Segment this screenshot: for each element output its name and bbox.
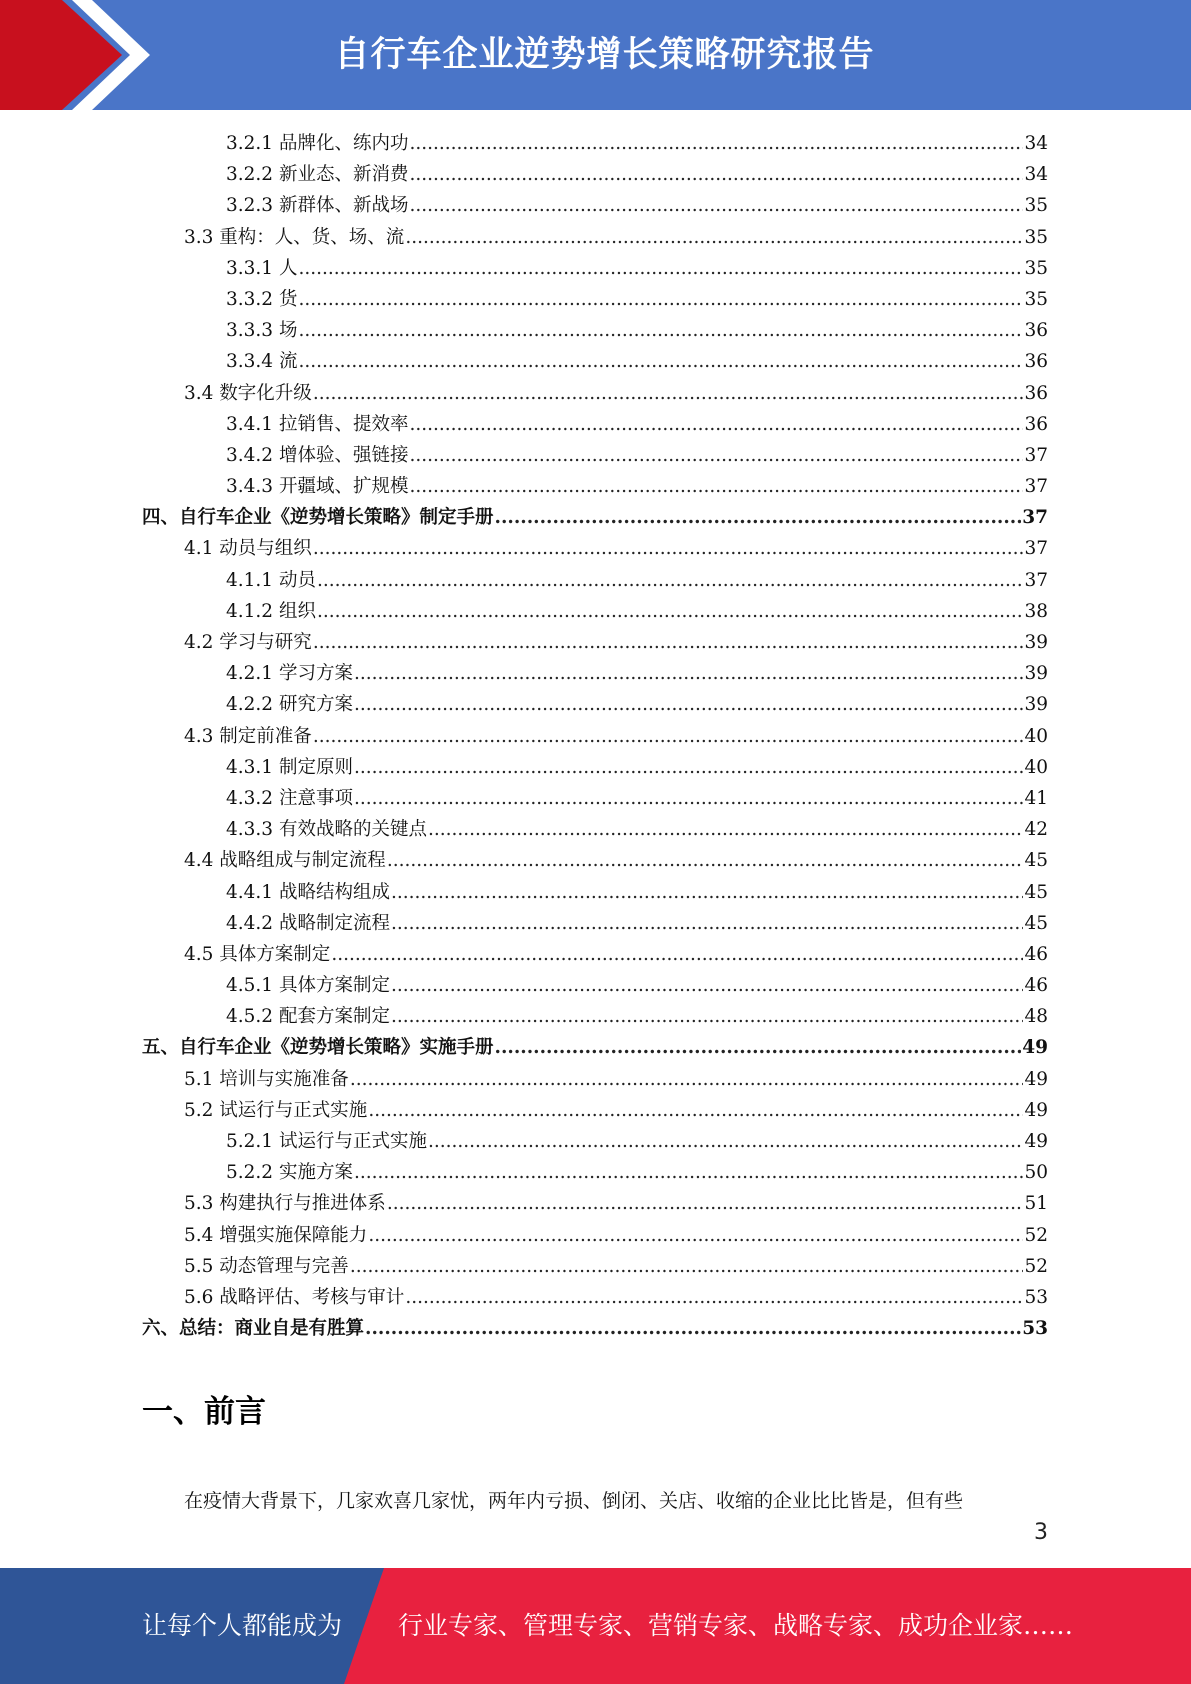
toc-entry-page: 46 <box>1024 975 1048 997</box>
footer-slogan-right: 行业专家、管理专家、营销专家、战略专家、成功企业家…… <box>398 1611 1074 1640</box>
toc-entry[interactable] <box>142 1032 1048 1063</box>
toc-entry-title: 4.2 学习与研究 <box>184 632 312 653</box>
toc-entry-page: 49 <box>1022 1037 1048 1059</box>
toc-entry-page: 36 <box>1024 382 1048 404</box>
toc-entry-title: 4.3 制定前准备 <box>184 725 312 747</box>
toc-dot-leader <box>428 1126 1023 1157</box>
toc-entry-page: 39 <box>1024 663 1048 685</box>
toc-entry-title: 4.1.1 动员 <box>226 569 316 591</box>
toc-entry-page: 49 <box>1024 1131 1048 1152</box>
toc-entry-title: 四、自行车企业《逆势增长策略》制定手册 <box>142 507 494 529</box>
toc-entry-page: 45 <box>1024 912 1048 934</box>
toc-dot-leader <box>350 1251 1024 1282</box>
toc-entry[interactable] <box>142 1220 1048 1251</box>
toc-entry[interactable] <box>142 440 1048 471</box>
toc-entry[interactable] <box>142 939 1048 970</box>
toc-entry[interactable] <box>142 752 1048 783</box>
toc-dot-leader <box>298 284 1023 315</box>
toc-entry-page: 35 <box>1024 195 1048 217</box>
toc-entry-title: 5.6 战略评估、考核与审计 <box>184 1286 405 1308</box>
toc-entry-page: 35 <box>1024 257 1048 279</box>
toc-entry-page: 39 <box>1024 694 1048 716</box>
toc-dot-leader <box>298 315 1023 346</box>
toc-entry[interactable] <box>142 1001 1048 1032</box>
toc-entry-page: 40 <box>1024 756 1048 778</box>
toc-entry[interactable] <box>142 1188 1048 1219</box>
toc-entry-title: 3.3.2 货 <box>226 288 298 310</box>
toc-entry[interactable] <box>142 502 1048 533</box>
toc-entry[interactable] <box>142 845 1048 876</box>
toc-dot-leader <box>391 877 1023 908</box>
toc-dot-leader <box>313 627 1024 658</box>
toc-entry[interactable] <box>142 970 1048 1001</box>
toc-entry-page: 49 <box>1024 1068 1048 1090</box>
toc-dot-leader <box>391 908 1023 939</box>
toc-dot-leader <box>409 190 1023 221</box>
toc-dot-leader <box>409 128 1023 159</box>
toc-entry-title: 3.3.4 流 <box>226 351 298 373</box>
page-number: 3 <box>1034 1520 1048 1545</box>
toc-dot-leader <box>409 409 1023 440</box>
toc-entry[interactable] <box>142 877 1048 908</box>
toc-entry-page: 40 <box>1024 725 1048 747</box>
toc-entry-title: 4.5.2 配套方案制定 <box>226 1006 390 1028</box>
toc-entry-title: 4.3.3 有效战略的关键点 <box>226 819 427 841</box>
toc-entry[interactable] <box>142 783 1048 814</box>
toc-entry-title: 5.2.1 试运行与正式实施 <box>226 1131 427 1152</box>
toc-entry[interactable] <box>142 565 1048 596</box>
toc-entry-page: 35 <box>1024 288 1048 310</box>
toc-entry-page: 36 <box>1024 320 1048 342</box>
toc-dot-leader <box>313 721 1024 752</box>
section-heading: 一、前言 <box>142 1394 266 1430</box>
toc-entry-title: 5.1 培训与实施准备 <box>184 1068 349 1090</box>
toc-entry-page: 37 <box>1022 507 1048 529</box>
toc-entry-page: 52 <box>1024 1224 1048 1246</box>
page-header <box>0 0 1191 110</box>
toc-entry-title: 3.4 数字化升级 <box>184 382 312 404</box>
toc-entry[interactable] <box>142 190 1048 221</box>
toc-dot-leader <box>387 1188 1024 1219</box>
toc-dot-leader <box>313 533 1024 564</box>
toc-entry-title: 六、总结：商业自是有胜算 <box>142 1318 365 1340</box>
toc-dot-leader <box>354 1157 1024 1188</box>
toc-entry[interactable] <box>142 222 1048 253</box>
toc-entry-page: 45 <box>1024 850 1048 872</box>
toc-dot-leader <box>368 1095 1023 1126</box>
toc-entry[interactable] <box>142 627 1048 658</box>
toc-entry-title: 五、自行车企业《逆势增长策略》实施手册 <box>142 1037 494 1059</box>
toc-entry-title: 3.3.1 人 <box>226 257 298 279</box>
toc-entry-page: 37 <box>1024 476 1048 498</box>
toc-entry[interactable] <box>142 471 1048 502</box>
toc-dot-leader <box>409 440 1023 471</box>
toc-entry[interactable] <box>142 814 1048 845</box>
toc-dot-leader <box>317 565 1024 596</box>
toc-entry-page: 45 <box>1024 881 1048 903</box>
header-title-text: 自行车企业逆势增长策略研究报告 <box>334 35 875 75</box>
toc-entry-page: 49 <box>1024 1099 1048 1121</box>
toc-dot-leader <box>409 159 1023 190</box>
toc-entry-title: 4.4.1 战略结构组成 <box>226 881 390 903</box>
toc-dot-leader <box>298 346 1023 377</box>
toc-entry-title: 3.4.2 增体验、强链接 <box>226 444 409 466</box>
toc-entry[interactable] <box>142 658 1048 689</box>
toc-dot-leader <box>391 1001 1023 1032</box>
toc-entry-title: 5.2.2 实施方案 <box>226 1162 353 1184</box>
toc-entry[interactable] <box>142 533 1048 564</box>
toc-entry-page: 35 <box>1024 226 1048 248</box>
toc-dot-leader <box>409 471 1023 502</box>
body-paragraph: 在疫情大背景下，几家欢喜几家忧，两年内亏损、倒闭、关店、收缩的企业比比皆是，但有些 <box>184 1490 964 1512</box>
toc-entry-title: 3.2.2 新业态、新消费 <box>226 164 409 186</box>
toc-entry-page: 36 <box>1024 413 1048 435</box>
toc-entry-page: 53 <box>1022 1318 1048 1340</box>
toc-entry-title: 3.3 重构：人、货、场、流 <box>184 226 405 248</box>
toc-entry-page: 51 <box>1024 1193 1048 1215</box>
toc-entry-page: 52 <box>1024 1255 1048 1277</box>
toc-entry[interactable] <box>142 284 1048 315</box>
toc-entry-title: 4.3.1 制定原则 <box>226 756 353 778</box>
toc-dot-leader <box>391 970 1023 1001</box>
toc-entry-page: 53 <box>1024 1286 1048 1308</box>
header-title <box>0 0 1191 110</box>
toc-dot-leader <box>298 253 1023 284</box>
toc-entry-title: 5.2 试运行与正式实施 <box>184 1099 368 1121</box>
toc-entry-title: 5.3 构建执行与推进体系 <box>184 1193 386 1215</box>
toc-entry[interactable] <box>142 378 1048 409</box>
toc-dot-leader <box>354 689 1024 720</box>
toc-entry-title: 4.1 动员与组织 <box>184 538 312 560</box>
toc-entry[interactable] <box>142 689 1048 720</box>
toc-dot-leader <box>350 1064 1024 1095</box>
toc-dot-leader <box>331 939 1023 970</box>
toc-dot-leader <box>405 222 1023 253</box>
toc-entry-title: 4.4.2 战略制定流程 <box>226 912 390 934</box>
toc-dot-leader <box>354 752 1024 783</box>
toc-entry-page: 39 <box>1024 632 1048 653</box>
toc-entry[interactable] <box>142 315 1048 346</box>
toc-entry-title: 3.3.3 场 <box>226 320 298 342</box>
toc-entry-page: 48 <box>1024 1006 1048 1028</box>
toc-entry-page: 37 <box>1024 538 1048 560</box>
toc-dot-leader <box>405 1282 1023 1313</box>
toc-entry-page: 34 <box>1024 133 1048 154</box>
toc-entry[interactable] <box>142 1126 1048 1157</box>
toc-dot-leader <box>368 1220 1023 1251</box>
toc-entry[interactable] <box>142 721 1048 752</box>
toc-entry[interactable] <box>142 1064 1048 1095</box>
toc-dot-leader <box>495 1032 1022 1063</box>
toc-entry[interactable] <box>142 128 1048 159</box>
toc-dot-leader <box>354 783 1024 814</box>
toc-dot-leader <box>365 1313 1021 1344</box>
toc-dot-leader <box>495 502 1022 533</box>
toc-entry-page: 41 <box>1024 787 1048 809</box>
toc-entry-title: 4.5 具体方案制定 <box>184 943 331 965</box>
toc-dot-leader <box>428 814 1023 845</box>
toc-entry-title: 3.2.1 品牌化、练内功 <box>226 133 409 154</box>
toc-entry-title: 4.2.2 研究方案 <box>226 694 353 716</box>
toc-dot-leader <box>354 658 1024 689</box>
toc-entry-page: 36 <box>1024 351 1048 373</box>
toc-entry-page: 46 <box>1024 943 1048 965</box>
toc-entry[interactable] <box>142 908 1048 939</box>
toc-entry-title: 4.5.1 具体方案制定 <box>226 975 390 997</box>
toc-entry-title: 5.4 增强实施保障能力 <box>184 1224 368 1246</box>
toc-entry[interactable] <box>142 409 1048 440</box>
toc-entry[interactable] <box>142 1095 1048 1126</box>
toc-entry-title: 3.4.3 开疆域、扩规模 <box>226 476 409 498</box>
toc-entry[interactable] <box>142 596 1048 627</box>
toc-entry[interactable] <box>142 346 1048 377</box>
toc-entry-title: 3.4.1 拉销售、提效率 <box>226 413 409 435</box>
toc-entry-page: 50 <box>1024 1162 1048 1184</box>
toc-entry[interactable] <box>142 253 1048 284</box>
toc-entry-page: 37 <box>1024 569 1048 591</box>
toc-entry-page: 42 <box>1024 819 1048 841</box>
toc-entry[interactable] <box>142 1157 1048 1188</box>
toc-entry-title: 3.2.3 新群体、新战场 <box>226 195 409 217</box>
table-of-contents <box>142 128 1048 1344</box>
toc-entry-title: 4.4 战略组成与制定流程 <box>184 850 386 872</box>
toc-entry[interactable] <box>142 159 1048 190</box>
toc-dot-leader <box>387 845 1024 876</box>
toc-entry-page: 34 <box>1024 164 1048 186</box>
toc-entry-title: 4.1.2 组织 <box>226 600 316 622</box>
toc-entry[interactable] <box>142 1251 1048 1282</box>
footer-slogan-left: 让每个人都能成为 <box>142 1611 343 1640</box>
toc-entry[interactable] <box>142 1313 1048 1344</box>
toc-entry[interactable] <box>142 1282 1048 1313</box>
toc-entry-title: 4.2.1 学习方案 <box>226 663 353 685</box>
page-footer <box>0 1568 1191 1684</box>
toc-dot-leader <box>317 596 1024 627</box>
toc-entry-page: 38 <box>1024 600 1048 622</box>
toc-dot-leader <box>313 378 1024 409</box>
toc-entry-title: 5.5 动态管理与完善 <box>184 1255 349 1277</box>
toc-entry-title: 4.3.2 注意事项 <box>226 787 353 809</box>
toc-entry-page: 37 <box>1024 444 1048 466</box>
